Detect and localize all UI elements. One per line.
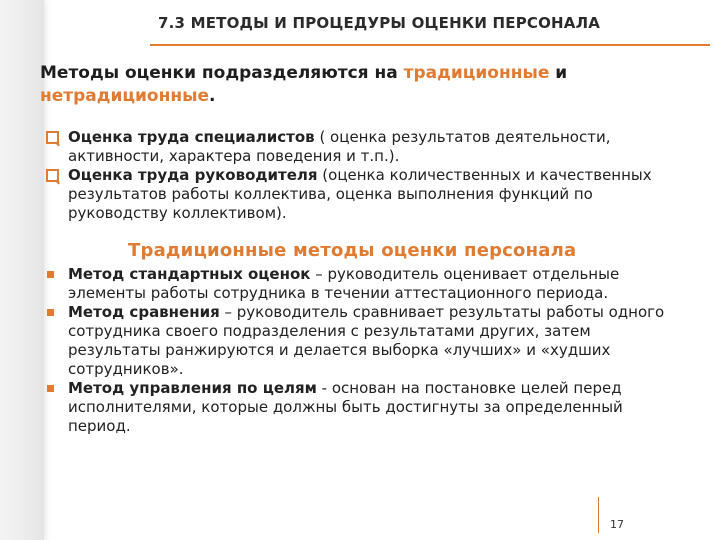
methods-list xyxy=(44,265,684,436)
item-text: ( оценка результатов деятельности, активности, характера поведения и т.п.). xyxy=(68,128,611,165)
intro-traditional: традиционные xyxy=(403,63,550,83)
list-item xyxy=(44,265,684,303)
intro-paragraph xyxy=(40,62,690,108)
method-text: - основан на постановке целей перед исполнителями, которые должны быть достигнуты за определенный период. xyxy=(68,379,623,435)
intro-suffix: . xyxy=(209,86,216,106)
slide-title: 7.3 МЕТОДЫ И ПРОЦЕДУРЫ ОЦЕНКИ ПЕРСОНАЛА xyxy=(158,14,601,32)
section-subheading: Традиционные методы оценки персонала xyxy=(128,240,577,261)
left-decorative-bar xyxy=(0,0,44,540)
intro-prefix: Методы оценки подразделяются на xyxy=(40,63,404,83)
list-item xyxy=(44,166,684,223)
title-underline xyxy=(150,44,710,46)
list-item xyxy=(44,128,684,166)
item-title: Оценка труда руководителя xyxy=(68,166,318,184)
method-title: Метод стандартных оценок xyxy=(68,265,311,283)
method-text: – руководитель оценивает отдельные элементы работы сотрудника в течении аттестационного периода. xyxy=(68,265,620,302)
method-text: – руководитель сравнивает результаты работы одного сотрудника своего подразделения с результатами других, затем результаты ранжируются и делается выборка «лучших» и «худших сотрудников». xyxy=(68,303,665,378)
intro-and: и xyxy=(549,63,568,83)
square-bullet-icon xyxy=(47,385,54,392)
checkbox-bullet-icon xyxy=(46,131,59,144)
list-item xyxy=(44,303,684,379)
list-item xyxy=(44,379,684,436)
square-bullet-icon xyxy=(47,271,54,278)
method-title: Метод управления по целям xyxy=(68,379,317,397)
page-number-divider xyxy=(598,497,599,533)
page-number: 17 xyxy=(610,518,624,531)
intro-nontraditional: нетрадиционные xyxy=(40,86,209,106)
assessment-types-list xyxy=(44,128,684,223)
item-title: Оценка труда специалистов xyxy=(68,128,315,146)
item-text: (оценка количественных и качественных результатов работы коллектива, оценка выполнения функций по руководству коллективом). xyxy=(68,166,652,222)
square-bullet-icon xyxy=(47,309,54,316)
method-title: Метод сравнения xyxy=(68,303,220,321)
checkbox-bullet-icon xyxy=(46,169,59,182)
